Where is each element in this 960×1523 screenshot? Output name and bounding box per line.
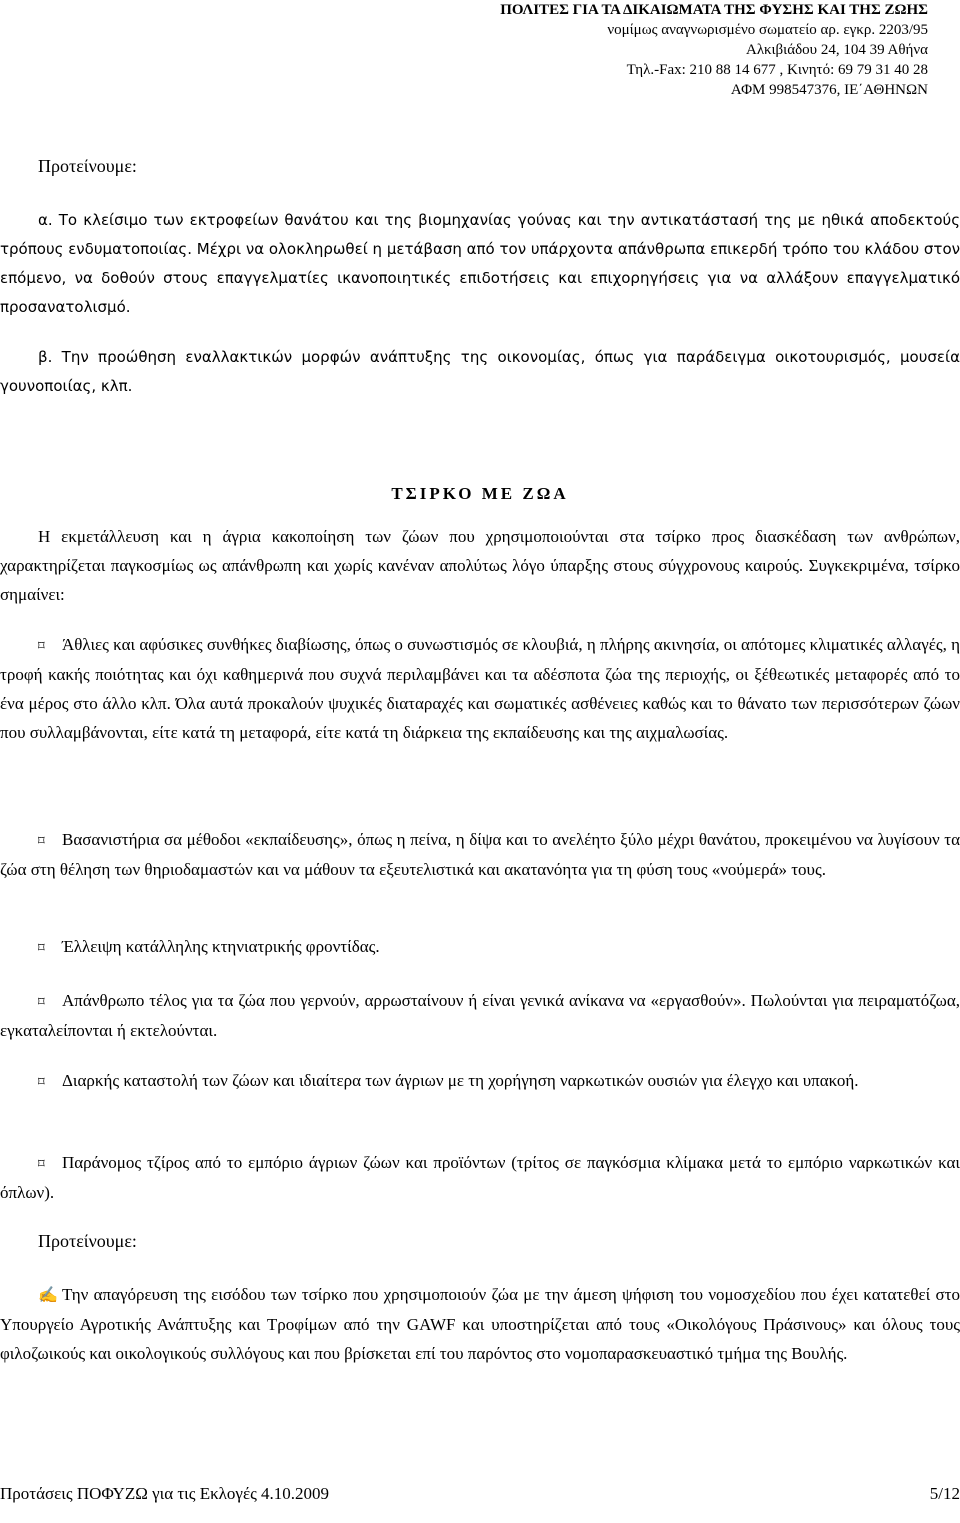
circus-intro-tail: Συγκεκριμένα, τσίρκο σημαίνει:: [0, 556, 960, 604]
bullet-item: [0, 630, 960, 747]
proposals-label: Προτείνουμε:: [38, 156, 137, 176]
registration-line: νομίμως αναγνωρισμένο σωματείο αρ. εγκρ. 2203/95: [607, 22, 928, 38]
circus-proposals-label: Προτείνουμε:: [38, 1231, 137, 1251]
bullet-text: Παράνομος τζίρος από το εμπόριο άγριων ζώων και προϊόντων (τρίτος σε παγκόσμια κλίμακα μετά το εμπόριο ναρκωτικών και όπλων).: [0, 1153, 960, 1202]
page-number: 5/12: [929, 1484, 960, 1503]
bullet-icon: ⌑: [38, 1074, 45, 1089]
bullet-item: [0, 1066, 960, 1096]
bullet-text: Άθλιες και αφύσικες συνθήκες διαβίωσης, όπως ο συνωστισμός σε κλουβιά, η πλήρης ακινησία, οι απότομες κλιματικές αλλαγές, η τροφή κακής ποιότητας και όχι καθημερινά που συχνά περιλαμβάνει και τα αδέσποτα ζώα της περιοχής, οι ξέθεωτικές μεταφορές από το ένα μέρος στο άλλο κλπ. Όλα αυτά προκαλούν ψυχικές διαταραχές και σωματικές ασθένειες καθώς και το θάνατο των περισσότερων ζώων που συλλαμβάνονται, είτε κατά τη μεταφορά, είτε κατά τη διάρκεια της εκπαίδευσης και της αιχμαλωσίας.: [0, 635, 960, 742]
letterhead: [500, 0, 928, 100]
bullet-icon: ⌑: [38, 833, 45, 848]
circus-proposal-text: Την απαγόρευση της εισόδου των τσίρκο που χρησιμοποιούν ζώα με την άμεση ψήφιση του νομοσχεδίου που έχει κατατεθεί στο Υπουργείο Αγροτικής Ανάπτυξης και Τροφίμων από την GAWF και υποστηρίζεται από τους «Οικολόγους Πράσινους» και όλους τους φιλοζωικούς και οικολογικούς συλλόγους και που βρίσκεται επί του παρόντος στο νομοπαρασκευαστικό τμήμα της Βουλής.: [0, 1285, 960, 1363]
proposal-item-a: α. Το κλείσιμο των εκτροφείων θανάτου και της βιομηχανίας γούνας και την αντικατάστασή της με ηθικά αποδεκτούς τρόπους ενδυματοποιίας. Μέχρι να ολοκληρωθεί η μετάβαση από τον υπάρχοντα απάνθρωπα επικερδή τρόπο του κλάδου στον επόμενο, να δοθούν στους επαγγελματίες ικανοποιητικές επιδοτήσεις και επιχορηγήσεις για να αλλάξουν επαγγελματικό προσανατολισμό.: [0, 211, 960, 316]
section-heading-circus: ΤΣΙΡΚΟ ΜΕ ΖΩΑ: [391, 484, 569, 503]
bullet-text: Βασανιστήρια σα μέθοδοι «εκπαίδευσης», όπως η πείνα, η δίψα και το ανελέητο ξύλο μέχρι θανάτου, προκειμένου να λυγίσουν τα ζώα στη θέληση των θηριοδαμαστών και να μάθουν τα εξευτελιστικά και ακατανόητα για τη φύση τους «νούμερά» τους.: [0, 830, 960, 879]
bullet-text: Διαρκής καταστολή των ζώων και ιδιαίτερα των άγριων με τη χορήγηση ναρκωτικών ουσιών για έλεγχο και υπακοή.: [62, 1071, 859, 1090]
bullet-item: [0, 986, 960, 1045]
phone-line: Τηλ.-Fax: 210 88 14 677 , Κινητό: 69 79 31 40 28: [626, 62, 928, 78]
circus-intro-text: Η εκμετάλλευση και η άγρια κακοποίηση των ζώων που χρησιμοποιούνται στα τσίρκο προς διασκέδαση των ανθρώπων, χαρακτηρίζεται παγκοσμίως ως απάνθρωπη και χωρίς κανέναν απολύτως λόγο ύπαρξης στους σύγχρονους καιρούς.: [0, 527, 960, 575]
bullet-icon: ⌑: [38, 1156, 45, 1171]
pen-icon: ✍: [38, 1287, 58, 1304]
footer-title: Προτάσεις ΠΟΦΥΖΩ για τις Εκλογές 4.10.2009: [0, 1484, 330, 1503]
bullet-item: [0, 825, 960, 884]
circus-proposal: [0, 1280, 960, 1368]
organization-name: ΠΟΛΙΤΕΣ ΓΙΑ ΤΑ ΔΙΚΑΙΩΜΑΤΑ ΤΗΣ ΦΥΣΗΣ ΚΑΙ ΤΗΣ ΖΩΗΣ: [500, 2, 928, 18]
bullet-icon: ⌑: [38, 940, 45, 955]
bullet-text: Απάνθρωπο τέλος για τα ζώα που γερνούν, αρρωσταίνουν ή είναι γενικά ανίκανα να «εργασθούν». Πωλούνται για πειραματόζωα, εγκαταλείπονται ή εκτελούνται.: [0, 991, 960, 1040]
bullet-item: [0, 1148, 960, 1207]
tax-id-line: ΑΦΜ 998547376, ΙΕ΄ΑΘΗΝΩΝ: [730, 82, 928, 98]
address-line: Αλκιβιάδου 24, 104 39 Αθήνα: [745, 42, 928, 58]
circus-intro: [0, 522, 960, 609]
proposal-item-b: β. Την προώθηση εναλλακτικών μορφών ανάπτυξης της οικονομίας, όπως για παράδειγμα οικοτουρισμός, μουσεία γουνοποιίας, κλπ.: [0, 348, 960, 395]
bullet-item: [0, 932, 960, 962]
bullet-icon: ⌑: [38, 638, 45, 653]
bullet-text: Έλλειψη κατάλληλης κτηνιατρικής φροντίδας.: [62, 937, 380, 956]
bullet-icon: ⌑: [38, 994, 45, 1009]
